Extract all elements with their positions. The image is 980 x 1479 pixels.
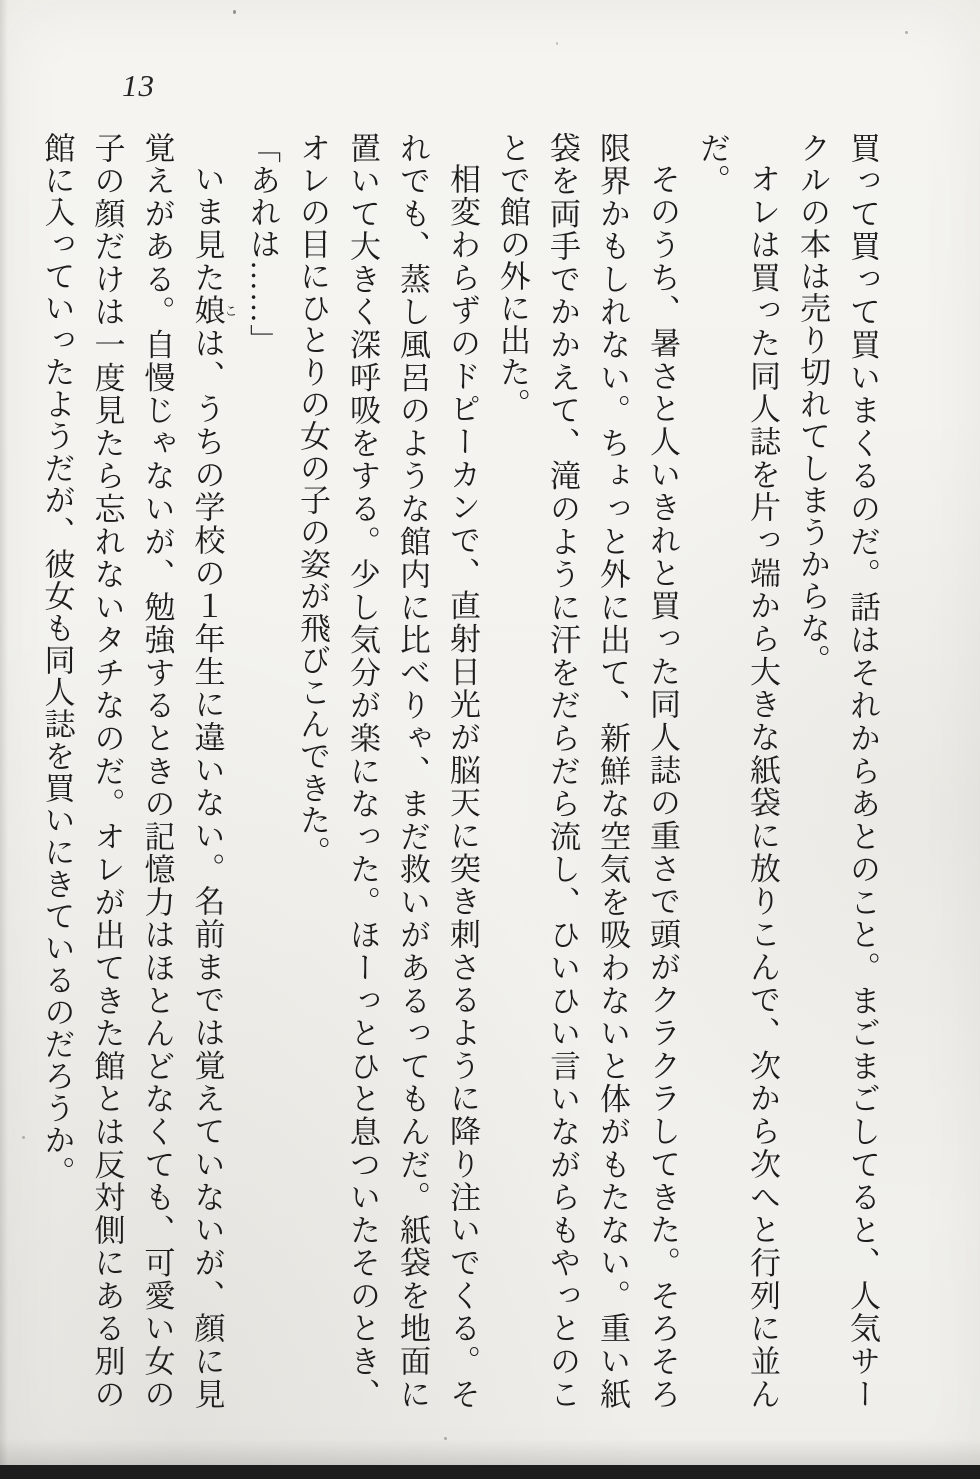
ruby-base: 娘 xyxy=(189,294,225,328)
scan-left-edge-shadow xyxy=(0,0,8,1479)
ruby-musume xyxy=(189,294,238,328)
paragraph-1: 買って買って買いまくるのだ。話はそれからあとのこと。まごまごしてると、人気サークルの本は売り切れてしまうからな。 xyxy=(795,132,880,1410)
page-number: 13 xyxy=(122,68,155,103)
scan-speck xyxy=(233,10,236,14)
page-bottom-edge xyxy=(0,1465,980,1479)
paragraph-6 xyxy=(32,132,238,1410)
scan-speck xyxy=(22,1136,25,1139)
page-bottom-fade xyxy=(0,1439,980,1465)
ruby-furigana: こ xyxy=(222,294,238,327)
paragraph-6-post: は、うちの学校の１年生に違いない。名前までは覚えていないが、顔に見覚えがある。自慢じゃないが、勉強するときの記憶力はほとんどなくても、可愛い女の子の顔だけは一度見たら忘れないタチなのだ。オレが出てきた館とは反対側にある別の館に入っていったようだが、彼女も同人誌を買いにきているのだろうか。 xyxy=(39,132,225,1411)
scan-speck xyxy=(556,42,558,45)
paragraph-3: そのうち、暑さと人いきれと買った同人誌の重さで頭がクラクラしてきた。そろそろ限界かもしれない。ちょっと外に出て、新鮮な空気を吸わないと体がもたない。重い紙袋を両手でかかえて、滝のように汗をだらだら流し、ひいひい言いながらもやっとのことで館の外に出た。 xyxy=(495,132,680,1410)
scan-speck xyxy=(905,31,908,34)
paragraph-5-dialogue: 「あれは……」 xyxy=(245,132,280,356)
paragraph-2: オレは買った同人誌を片っ端から大きな紙袋に放りこんで、次から次へと行列に並んだ。 xyxy=(695,132,780,1410)
paragraph-6-pre: いま見た xyxy=(189,163,225,295)
body-text xyxy=(32,132,888,1410)
paragraph-4: 相変わらずのドピーカンで、直射日光が脳天に突き刺さるように降り注いでくる。それでも、蒸し風呂のような館内に比べりゃ、まだ救いがあるってもんだ。紙袋を地面に置いて大きく深呼吸をする。少し気分が楽になった。ほーっとひと息ついたそのとき、オレの目にひとりの女の子の姿が飛びこんできた。 xyxy=(295,132,480,1410)
